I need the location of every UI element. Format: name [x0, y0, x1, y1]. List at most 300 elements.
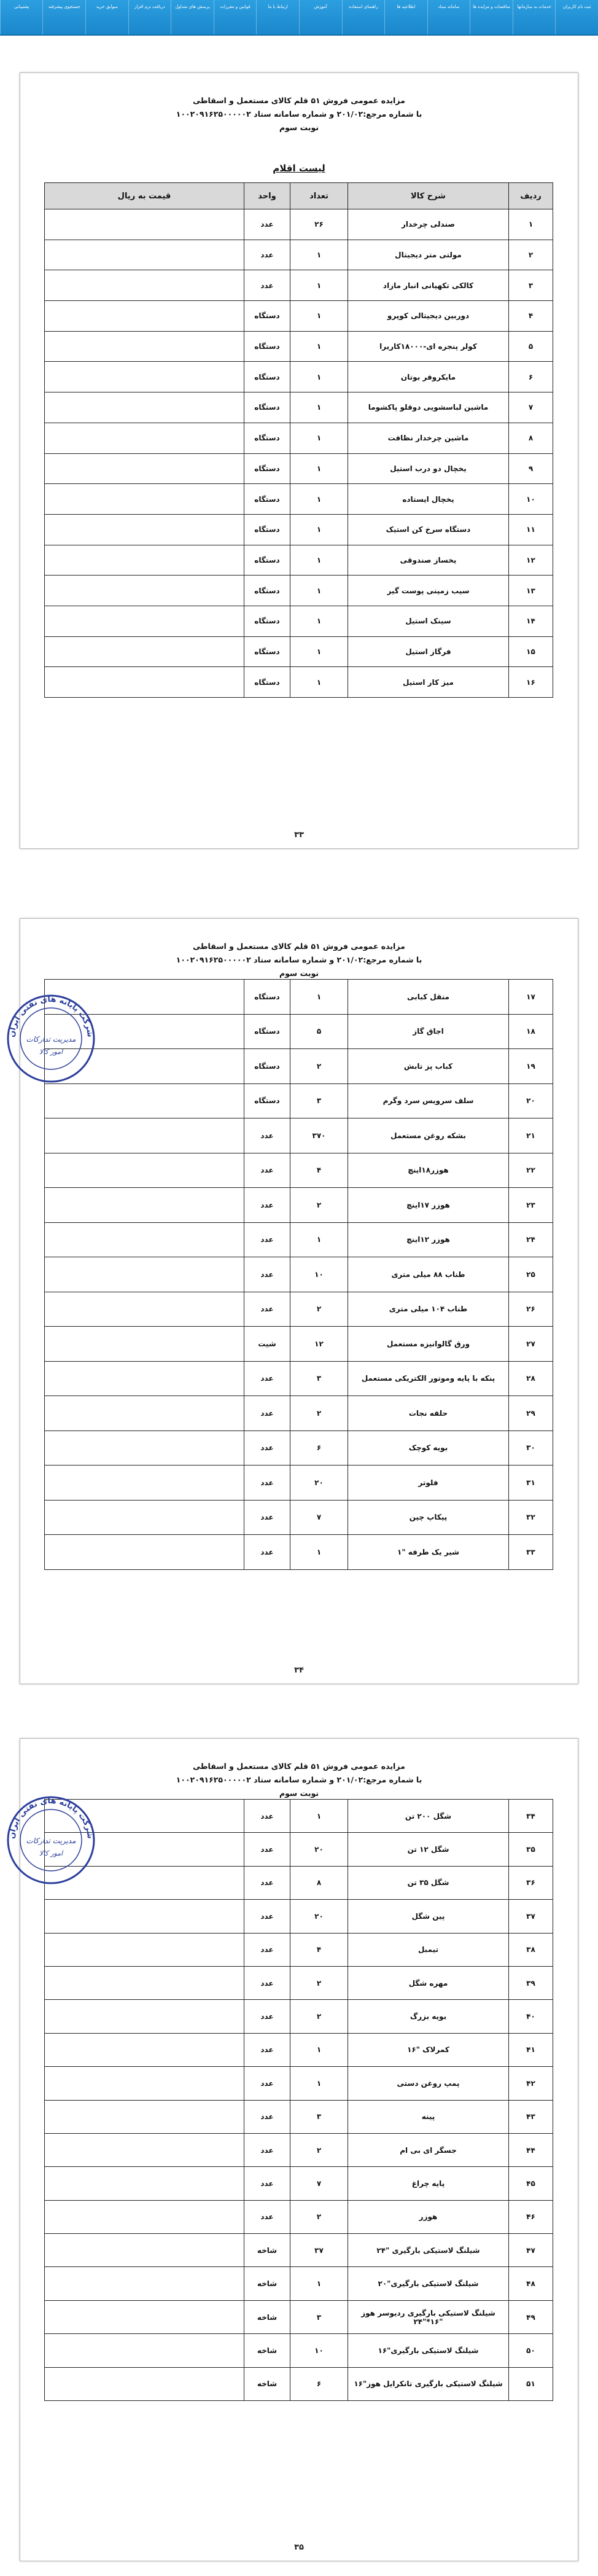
cell-unit: دستگاه: [244, 423, 290, 453]
cell-row: ۲۳: [509, 1188, 553, 1223]
cell-qty: ۲: [290, 2200, 348, 2233]
cell-unit: عدد: [244, 1833, 290, 1866]
cell-desc: پین شگل: [348, 1900, 509, 1933]
cell-qty: ۲: [290, 2000, 348, 2033]
cell-price: [45, 2367, 244, 2400]
svg-text:شرکت پایانه های نفتی ایران: شرکت پایانه های نفتی ایران: [7, 1796, 95, 1840]
cell-qty: ۱: [290, 453, 348, 484]
cell-qty: ۲۰: [290, 1466, 348, 1501]
cell-unit: عدد: [244, 209, 290, 240]
cell-unit: عدد: [244, 2167, 290, 2200]
cell-unit: دستگاه: [244, 545, 290, 576]
cell-unit: عدد: [244, 1466, 290, 1501]
cell-price: [45, 1292, 244, 1327]
cell-price: [45, 2267, 244, 2300]
cell-desc: شیلنگ لاستیکی بارگیری تانکرایل هوز"۱۶: [348, 2367, 509, 2400]
table-row: [45, 2067, 553, 2100]
cell-desc: شیلنگ لاستیکی بارگیری"۲۰: [348, 2267, 509, 2300]
table-row: [45, 2234, 553, 2267]
table-row: [45, 636, 553, 667]
cell-qty: ۲۶: [290, 209, 348, 240]
cell-row: ۴۴: [509, 2133, 553, 2166]
cell-unit: عدد: [244, 1118, 290, 1153]
cell-row: ۴۲: [509, 2067, 553, 2100]
nav-item[interactable]: مناقصات و مزایده ها: [470, 0, 513, 34]
cell-price: [45, 1083, 244, 1118]
cell-unit: عدد: [244, 1800, 290, 1833]
cell-unit: دستگاه: [244, 1083, 290, 1118]
cell-row: ۱۹: [509, 1049, 553, 1084]
cell-desc: طناب ۱۰۴ میلی متری: [348, 1292, 509, 1327]
cell-qty: ۴: [290, 1933, 348, 1966]
table-row: [45, 209, 553, 240]
nav-item[interactable]: ثبت نام کاربران: [555, 0, 598, 34]
cell-desc: دستگاه سرخ کن استیک: [348, 514, 509, 545]
cell-qty: ۱۲: [290, 1327, 348, 1362]
table-row: [45, 2033, 553, 2066]
auction-title: مزایده عمومی فروش ۵۱ قلم کالای مستعمل و اسقاطی: [193, 942, 405, 951]
table-row: [45, 1466, 553, 1501]
cell-row: ۱۳: [509, 576, 553, 606]
cell-row: ۳۷: [509, 1900, 553, 1933]
cell-row: ۹: [509, 453, 553, 484]
cell-qty: ۲: [290, 1396, 348, 1431]
cell-row: ۱۱: [509, 514, 553, 545]
table-row: [45, 1361, 553, 1396]
table-row: [45, 240, 553, 270]
cell-price: [45, 545, 244, 576]
nav-item[interactable]: دریافت نرم افزار: [128, 0, 171, 34]
cell-price: [45, 576, 244, 606]
cell-price: [45, 1396, 244, 1431]
cell-price: [45, 1327, 244, 1362]
cell-price: [45, 1933, 244, 1966]
cell-price: [45, 2000, 244, 2033]
cell-desc: جسگر ای بی ام: [348, 2133, 509, 2166]
cell-desc: دوربین دیجیتالی کوپرو: [348, 301, 509, 332]
nav-item[interactable]: قوانین و مقررات: [214, 0, 257, 34]
cell-unit: دستگاه: [244, 331, 290, 362]
cell-unit: عدد: [244, 240, 290, 270]
cell-price: [45, 209, 244, 240]
cell-unit: عدد: [244, 1900, 290, 1933]
cell-row: ۷: [509, 392, 553, 423]
table-row: [45, 1535, 553, 1570]
cell-qty: ۷: [290, 2167, 348, 2200]
cell-unit: عدد: [244, 2133, 290, 2166]
cell-row: ۲۴: [509, 1222, 553, 1257]
table-row: [45, 1833, 553, 1866]
table-row: [45, 2367, 553, 2400]
cell-row: ۱۲: [509, 545, 553, 576]
cell-qty: ۱: [290, 270, 348, 301]
cell-unit: عدد: [244, 1966, 290, 1999]
cell-row: ۲۸: [509, 1361, 553, 1396]
column-header-row: ردیف: [509, 183, 553, 209]
cell-row: ۵: [509, 331, 553, 362]
cell-qty: ۱: [290, 576, 348, 606]
cell-row: ۱۷: [509, 980, 553, 1015]
table-row: [45, 1327, 553, 1362]
nav-item[interactable]: اطلاعیه ها: [384, 0, 427, 34]
cell-qty: ۸: [290, 1866, 348, 1899]
cell-unit: دستگاه: [244, 1049, 290, 1084]
cell-desc: بویه کوچک: [348, 1430, 509, 1466]
cell-qty: ۳: [290, 2300, 348, 2333]
page-number: ۳۳: [294, 830, 304, 840]
nav-item[interactable]: خدمات به سازمانها: [513, 0, 556, 34]
cell-row: ۳۸: [509, 1933, 553, 1966]
cell-price: [45, 453, 244, 484]
cell-price: [45, 1535, 244, 1570]
nav-item[interactable]: ارتباط با ما: [256, 0, 299, 34]
cell-row: ۶: [509, 362, 553, 392]
company-seal-stamp: [2, 1794, 100, 1886]
cell-unit: عدد: [244, 1153, 290, 1188]
cell-row: ۴: [509, 301, 553, 332]
cell-qty: ۱: [290, 484, 348, 515]
cell-desc: بویه بزرگ: [348, 2000, 509, 2033]
cell-unit: عدد: [244, 1933, 290, 1966]
nav-item[interactable]: آموزش: [299, 0, 342, 34]
table-row: [45, 484, 553, 515]
auction-title: مزایده عمومی فروش ۵۱ قلم کالای مستعمل و اسقاطی: [193, 1762, 405, 1771]
cell-row: ۱۰: [509, 484, 553, 515]
cell-unit: دستگاه: [244, 980, 290, 1015]
cell-unit: دستگاه: [244, 1014, 290, 1049]
cell-unit: عدد: [244, 1430, 290, 1466]
table-row: [45, 1257, 553, 1292]
cell-qty: ۱: [290, 362, 348, 392]
cell-row: ۴۰: [509, 2000, 553, 2033]
cell-qty: ۱: [290, 392, 348, 423]
cell-row: ۳۱: [509, 1466, 553, 1501]
cell-row: ۱۶: [509, 667, 553, 698]
cell-row: ۳۴: [509, 1800, 553, 1833]
cell-qty: ۲۰: [290, 1833, 348, 1866]
cell-unit: عدد: [244, 2000, 290, 2033]
table-row: [45, 2200, 553, 2233]
table-header-row: [45, 183, 553, 209]
table-row: [45, 2000, 553, 2033]
cell-unit: دستگاه: [244, 667, 290, 698]
table-row: [45, 1222, 553, 1257]
cell-price: [45, 392, 244, 423]
cell-desc: پمپ روغن دستی: [348, 2067, 509, 2100]
cell-qty: ۲۰: [290, 1900, 348, 1933]
cell-desc: طناب ۸۸ میلی متری: [348, 1257, 509, 1292]
cell-row: ۱۸: [509, 1014, 553, 1049]
table-row: [45, 1933, 553, 1966]
document-page-33: [20, 72, 578, 849]
cell-row: ۴۸: [509, 2267, 553, 2300]
table-row: [45, 1396, 553, 1431]
cell-desc: هوزر ۱۲اینچ: [348, 1222, 509, 1257]
cell-unit: شاخه: [244, 2234, 290, 2267]
cell-qty: ۳: [290, 1361, 348, 1396]
cell-desc: ماشین چرخدار نظافت: [348, 423, 509, 453]
table-row: [45, 362, 553, 392]
column-header-price: قیمت به ریال: [45, 183, 244, 209]
cell-row: ۳۶: [509, 1866, 553, 1899]
cell-price: [45, 484, 244, 515]
company-seal-stamp: [2, 993, 100, 1085]
cell-unit: عدد: [244, 2033, 290, 2066]
cell-desc: شگل ۱۲ تن: [348, 1833, 509, 1866]
cell-row: ۴۱: [509, 2033, 553, 2066]
cell-unit: دستگاه: [244, 514, 290, 545]
cell-unit: شاخه: [244, 2267, 290, 2300]
cell-row: ۴۹: [509, 2300, 553, 2333]
cell-row: ۲۶: [509, 1292, 553, 1327]
cell-desc: فرگاز استیل: [348, 636, 509, 667]
cell-price: [45, 2300, 244, 2333]
cell-desc: کمرلاک "۱۶: [348, 2033, 509, 2066]
cell-qty: ۱: [290, 1222, 348, 1257]
cell-price: [45, 301, 244, 332]
cell-unit: شاخه: [244, 2334, 290, 2367]
cell-unit: عدد: [244, 1188, 290, 1223]
table-row: [45, 606, 553, 636]
cell-qty: ۳: [290, 2100, 348, 2133]
cell-unit: عدد: [244, 2200, 290, 2233]
cell-desc: هوزر ۱۷اینچ: [348, 1188, 509, 1223]
nav-item[interactable]: پشتیبانی: [0, 0, 42, 34]
cell-qty: ۳۷۰: [290, 1118, 348, 1153]
cell-desc: شیلنگ لاستیکی بارگیری"۱۶: [348, 2334, 509, 2367]
cell-desc: فلوتر: [348, 1466, 509, 1501]
table-row: [45, 2300, 553, 2333]
cell-price: [45, 1257, 244, 1292]
page-header: [20, 1760, 578, 1800]
cell-desc: کباب پز تابش: [348, 1049, 509, 1084]
cell-qty: ۱: [290, 1800, 348, 1833]
cell-unit: شاخه: [244, 2367, 290, 2400]
list-title: لیست اقلام: [273, 163, 325, 174]
table-row: [45, 1500, 553, 1535]
cell-desc: هوزر۱۸اینچ: [348, 1153, 509, 1188]
cell-unit: دستگاه: [244, 362, 290, 392]
cell-desc: تیمبل: [348, 1933, 509, 1966]
cell-unit: عدد: [244, 1361, 290, 1396]
cell-qty: ۶: [290, 2367, 348, 2400]
cell-desc: میز کار استیل: [348, 667, 509, 698]
cell-price: [45, 636, 244, 667]
svg-text:مدیریت تدارکات: مدیریت تدارکات: [26, 1035, 76, 1044]
cell-row: ۳۵: [509, 1833, 553, 1866]
cell-desc: مهره شگل: [348, 1966, 509, 1999]
cell-unit: شیت: [244, 1327, 290, 1362]
table-row: [45, 1118, 553, 1153]
cell-price: [45, 240, 244, 270]
cell-unit: دستگاه: [244, 301, 290, 332]
cell-price: [45, 1118, 244, 1153]
cell-price: [45, 2334, 244, 2367]
cell-qty: ۱: [290, 636, 348, 667]
cell-desc: مایکروفر بوتان: [348, 362, 509, 392]
cell-qty: ۱: [290, 514, 348, 545]
cell-price: [45, 331, 244, 362]
cell-price: [45, 2033, 244, 2066]
cell-row: ۴۳: [509, 2100, 553, 2133]
cell-price: [45, 270, 244, 301]
cell-qty: ۱: [290, 2267, 348, 2300]
table-row: [45, 980, 553, 1015]
table-row: [45, 1292, 553, 1327]
cell-desc: صندلی چرخدار: [348, 209, 509, 240]
cell-qty: ۳۷: [290, 2234, 348, 2267]
cell-desc: شیر یک طرفه "۱: [348, 1535, 509, 1570]
page-header: [20, 94, 578, 135]
cell-desc: سینک استیل: [348, 606, 509, 636]
cell-price: [45, 1466, 244, 1501]
cell-desc: پایه چراغ: [348, 2167, 509, 2200]
table-row: [45, 2334, 553, 2367]
table-row: [45, 2267, 553, 2300]
cell-desc: ماشین لباسشویی دوقلو پاکشوما: [348, 392, 509, 423]
cell-desc: شگل ۳۵ تن: [348, 1866, 509, 1899]
cell-unit: عدد: [244, 2067, 290, 2100]
cell-price: [45, 423, 244, 453]
cell-qty: ۳: [290, 1083, 348, 1118]
cell-qty: ۶: [290, 1430, 348, 1466]
nav-item[interactable]: پرسش های متداول: [171, 0, 214, 34]
cell-qty: ۴: [290, 1153, 348, 1188]
table-row: [45, 576, 553, 606]
items-table: [44, 182, 553, 698]
cell-qty: ۱: [290, 606, 348, 636]
items-table: [44, 979, 553, 1570]
cell-qty: ۲: [290, 1966, 348, 1999]
cell-row: ۱۵: [509, 636, 553, 667]
cell-row: ۲۹: [509, 1396, 553, 1431]
cell-qty: ۷: [290, 1500, 348, 1535]
cell-unit: عدد: [244, 1866, 290, 1899]
cell-price: [45, 1153, 244, 1188]
document-page-34: [7, 918, 578, 1684]
cell-unit: دستگاه: [244, 636, 290, 667]
round-label: نوبت سوم: [279, 1789, 319, 1798]
cell-desc: منقل کبابی: [348, 980, 509, 1015]
items-table: [44, 1799, 553, 2401]
cell-unit: دستگاه: [244, 576, 290, 606]
table-row: [45, 1014, 553, 1049]
cell-row: ۴۷: [509, 2234, 553, 2267]
cell-row: ۱۴: [509, 606, 553, 636]
cell-qty: ۲: [290, 1188, 348, 1223]
cell-row: ۸: [509, 423, 553, 453]
top-navigation: [0, 0, 598, 36]
cell-price: [45, 1900, 244, 1933]
cell-unit: عدد: [244, 270, 290, 301]
nav-item[interactable]: راهنمای استفاده: [342, 0, 385, 34]
auction-title: مزایده عمومی فروش ۵۱ قلم کالای مستعمل و اسقاطی: [193, 96, 405, 105]
table-row: [45, 2167, 553, 2200]
cell-desc: پنکه با پایه وموتور الکتریکی مستعمل: [348, 1361, 509, 1396]
cell-desc: مولتی متر دیجیتال: [348, 240, 509, 270]
cell-price: [45, 2067, 244, 2100]
table-row: [45, 392, 553, 423]
cell-unit: دستگاه: [244, 484, 290, 515]
cell-qty: ۱۰: [290, 1257, 348, 1292]
cell-row: ۳۲: [509, 1500, 553, 1535]
cell-desc: حلقه نجات: [348, 1396, 509, 1431]
cell-qty: ۵: [290, 1014, 348, 1049]
cell-desc: کالکی تکهیانی انبار مازاد: [348, 270, 509, 301]
cell-row: ۲۱: [509, 1118, 553, 1153]
cell-qty: ۲: [290, 1292, 348, 1327]
cell-unit: دستگاه: [244, 392, 290, 423]
cell-price: [45, 1430, 244, 1466]
cell-price: [45, 606, 244, 636]
table-row: [45, 453, 553, 484]
nav-item[interactable]: جستجوی پیشرفته: [42, 0, 85, 34]
cell-desc: کولر پنجره ای-۱۸۰۰۰کاریرا: [348, 331, 509, 362]
cell-price: [45, 1966, 244, 1999]
cell-desc: سلف سرویس سرد وگرم: [348, 1083, 509, 1118]
cell-price: [45, 2200, 244, 2233]
table-row: [45, 1966, 553, 1999]
cell-row: ۳۹: [509, 1966, 553, 1999]
nav-item[interactable]: سامانه ستاد: [427, 0, 470, 34]
table-row: [45, 2133, 553, 2166]
column-header-qty: تعداد: [290, 183, 348, 209]
cell-desc: یخساز صندوقی: [348, 545, 509, 576]
table-row: [45, 423, 553, 453]
table-row: [45, 514, 553, 545]
cell-row: ۲۵: [509, 1257, 553, 1292]
cell-price: [45, 1361, 244, 1396]
cell-desc: هوزر: [348, 2200, 509, 2233]
table-row: [45, 1900, 553, 1933]
cell-unit: عدد: [244, 1292, 290, 1327]
cell-row: ۲۰: [509, 1083, 553, 1118]
cell-qty: ۱: [290, 331, 348, 362]
cell-price: [45, 362, 244, 392]
cell-desc: یخچال دو درب استیل: [348, 453, 509, 484]
nav-item[interactable]: سوابق خرید: [85, 0, 128, 34]
cell-desc: سیب زمینی پوست گیر: [348, 576, 509, 606]
cell-desc: اجاق گاز: [348, 1014, 509, 1049]
cell-desc: ورق گالوانیزه مستعمل: [348, 1327, 509, 1362]
table-row: [45, 2100, 553, 2133]
svg-text:امور کالا: امور کالا: [39, 1048, 63, 1056]
cell-desc: پیکاپ چین: [348, 1500, 509, 1535]
reference-number: با شماره مرجع:۲۰۱/۰۲ و شماره سامانه ستاد ۱۰۰۲۰۹۱۶۲۵۰۰۰۰۰۲: [176, 1775, 422, 1784]
table-row: [45, 545, 553, 576]
cell-qty: ۱: [290, 423, 348, 453]
column-header-unit: واحد: [244, 183, 290, 209]
table-row: [45, 1430, 553, 1466]
cell-qty: ۱: [290, 980, 348, 1015]
cell-desc: شگل ۲۰۰ تن: [348, 1800, 509, 1833]
cell-price: [45, 1188, 244, 1223]
cell-qty: ۱: [290, 667, 348, 698]
table-row: [45, 1188, 553, 1223]
cell-price: [45, 1500, 244, 1535]
cell-desc: یخچال ایستاده: [348, 484, 509, 515]
cell-row: ۳۰: [509, 1430, 553, 1466]
cell-desc: شیلنگ لاستیکی بارگیری ردیوسر هوز "۱۶*"۲۴: [348, 2300, 509, 2333]
cell-row: ۲: [509, 240, 553, 270]
cell-row: ۲۷: [509, 1327, 553, 1362]
cell-qty: ۱: [290, 545, 348, 576]
reference-number: با شماره مرجع:۲۰۱/۰۲ و شماره سامانه ستاد ۱۰۰۲۰۹۱۶۲۵۰۰۰۰۰۲: [176, 955, 422, 964]
cell-qty: ۲: [290, 1049, 348, 1084]
cell-row: ۳: [509, 270, 553, 301]
cell-price: [45, 2100, 244, 2133]
table-row: [45, 667, 553, 698]
